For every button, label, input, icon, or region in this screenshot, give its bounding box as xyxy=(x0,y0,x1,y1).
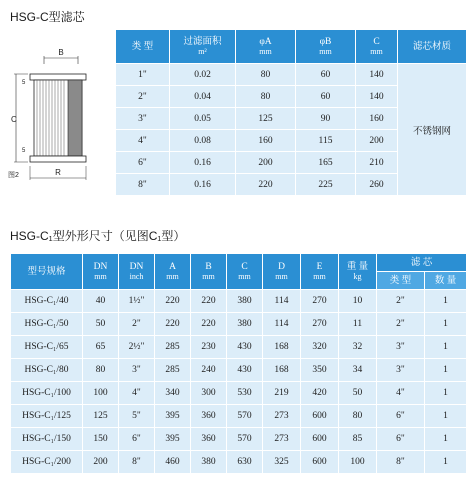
table-cell: 6" xyxy=(119,428,155,451)
table-cell: HSG-C₁/50 xyxy=(11,313,83,336)
table-cell: 3" xyxy=(377,336,425,359)
table-cell: 4" xyxy=(119,382,155,405)
table-cell: 100 xyxy=(83,382,119,405)
table-cell: 1 xyxy=(425,336,467,359)
table-cell: 430 xyxy=(227,359,263,382)
table-cell: 2" xyxy=(377,313,425,336)
table-cell: 50 xyxy=(339,382,377,405)
label-b: B xyxy=(58,48,64,57)
header-e: E mm xyxy=(301,254,339,290)
table-cell: 1 xyxy=(425,428,467,451)
table-cell: 4" xyxy=(377,382,425,405)
table-cell: 570 xyxy=(227,405,263,428)
table-cell: HSG-C₁/125 xyxy=(11,405,83,428)
table-cell: 5" xyxy=(119,405,155,428)
table-row xyxy=(11,290,467,313)
table-cell: HSG-C₁/40 xyxy=(11,290,83,313)
table-cell: 60 xyxy=(296,86,356,108)
table-cell: 570 xyxy=(227,428,263,451)
table-cell: 360 xyxy=(191,405,227,428)
table-cell: 8" xyxy=(116,174,170,196)
table-cell: 220 xyxy=(191,290,227,313)
table-cell: 6" xyxy=(377,405,425,428)
header-weight: 重 量 kg xyxy=(339,254,377,290)
dimensions-table xyxy=(10,253,467,474)
table-cell: 320 xyxy=(301,336,339,359)
table-cell: 1 xyxy=(425,405,467,428)
table-cell: 600 xyxy=(301,405,339,428)
table-cell: 40 xyxy=(83,290,119,313)
table-cell: 4" xyxy=(116,130,170,152)
header-diameter-a: φA mm xyxy=(236,30,296,64)
table-cell: 325 xyxy=(263,451,301,474)
table-cell: 0.05 xyxy=(170,108,236,130)
table-cell: 1 xyxy=(425,359,467,382)
table-cell: HSG-C₁/80 xyxy=(11,359,83,382)
table-row xyxy=(11,451,467,474)
table-cell: 2½" xyxy=(119,336,155,359)
header-filter-area: 过滤面积 m² xyxy=(170,30,236,64)
table-cell: 630 xyxy=(227,451,263,474)
table-cell: 1 xyxy=(425,451,467,474)
table-cell: 80 xyxy=(236,86,296,108)
table-cell: 125 xyxy=(83,405,119,428)
table-cell: 11 xyxy=(339,313,377,336)
table-row xyxy=(11,336,467,359)
table-cell: 1½" xyxy=(119,290,155,313)
table-cell: 430 xyxy=(227,336,263,359)
table-cell: 285 xyxy=(155,336,191,359)
table-cell: 65 xyxy=(83,336,119,359)
table-cell: 140 xyxy=(356,86,398,108)
table-cell: 0.04 xyxy=(170,86,236,108)
table-cell: HSG-C₁/200 xyxy=(11,451,83,474)
figure-caption: 图2 xyxy=(8,172,19,179)
table-cell: 420 xyxy=(301,382,339,405)
table-cell: 100 xyxy=(339,451,377,474)
table-cell: 395 xyxy=(155,428,191,451)
table-cell: 380 xyxy=(191,451,227,474)
table-cell: 380 xyxy=(227,290,263,313)
table-cell: 530 xyxy=(227,382,263,405)
filter-element-drawing xyxy=(8,34,118,186)
table-row xyxy=(11,382,467,405)
table-cell: 270 xyxy=(301,313,339,336)
table-cell: 273 xyxy=(263,428,301,451)
table-cell: 360 xyxy=(191,428,227,451)
table-cell: 395 xyxy=(155,405,191,428)
header-filter-qty: 数 量 xyxy=(425,272,467,290)
table-cell: 220 xyxy=(191,313,227,336)
table-cell: 340 xyxy=(155,382,191,405)
material-cell: 不锈钢网 xyxy=(398,64,467,196)
table-cell: 0.16 xyxy=(170,152,236,174)
label-r: R xyxy=(55,168,61,177)
table-cell: 168 xyxy=(263,359,301,382)
table-cell: 80 xyxy=(83,359,119,382)
table-cell: 300 xyxy=(191,382,227,405)
table-cell: 114 xyxy=(263,290,301,313)
table-header-row xyxy=(116,30,467,64)
table-cell: 1 xyxy=(425,290,467,313)
header-filter-element: 滤 芯 xyxy=(377,254,467,272)
table-cell: 210 xyxy=(356,152,398,174)
label-c: C xyxy=(11,115,17,124)
table-cell: 90 xyxy=(296,108,356,130)
table-cell: 8" xyxy=(377,451,425,474)
label-5-top: 5 xyxy=(22,80,26,86)
table-cell: 10 xyxy=(339,290,377,313)
table-cell: 6" xyxy=(377,428,425,451)
table-cell: 60 xyxy=(296,64,356,86)
table-cell: 150 xyxy=(83,428,119,451)
table-cell: 125 xyxy=(236,108,296,130)
table-cell: 8" xyxy=(119,451,155,474)
table-row xyxy=(11,428,467,451)
header-filter-type: 类 型 xyxy=(377,272,425,290)
table-cell: HSG-C₁/65 xyxy=(11,336,83,359)
table-row xyxy=(11,359,467,382)
header-dn-inch: DN inch xyxy=(119,254,155,290)
table-cell: 1" xyxy=(116,64,170,86)
label-5-bottom: 5 xyxy=(22,148,26,154)
table-cell: 34 xyxy=(339,359,377,382)
table-cell: 160 xyxy=(236,130,296,152)
table-cell: 2" xyxy=(377,290,425,313)
table-cell: 165 xyxy=(296,152,356,174)
table-cell: 3" xyxy=(119,359,155,382)
table-cell: 220 xyxy=(155,290,191,313)
table-header-row xyxy=(11,254,467,272)
table-row xyxy=(11,405,467,428)
section2-title: HSG-C₁型外形尺寸（见图C₁型） xyxy=(10,229,186,243)
table-cell: 80 xyxy=(339,405,377,428)
table-cell: 1 xyxy=(425,382,467,405)
table-cell: 50 xyxy=(83,313,119,336)
table-cell: 200 xyxy=(236,152,296,174)
table-cell: 230 xyxy=(191,336,227,359)
header-a: A mm xyxy=(155,254,191,290)
header-diameter-b: φB mm xyxy=(296,30,356,64)
table-cell: HSG-C₁/100 xyxy=(11,382,83,405)
table-cell: 600 xyxy=(301,428,339,451)
table-cell: 219 xyxy=(263,382,301,405)
header-dn-mm: DN mm xyxy=(83,254,119,290)
table-cell: 1 xyxy=(425,313,467,336)
table-cell: 380 xyxy=(227,313,263,336)
table-cell: 6" xyxy=(116,152,170,174)
header-c: C mm xyxy=(356,30,398,64)
table-cell: 225 xyxy=(296,174,356,196)
table-cell: 32 xyxy=(339,336,377,359)
table-cell: 115 xyxy=(296,130,356,152)
table-cell: 260 xyxy=(356,174,398,196)
section1-title: HSG-C型滤芯 xyxy=(10,10,85,24)
table-cell: 3" xyxy=(116,108,170,130)
header-model: 型号规格 xyxy=(11,254,83,290)
table-cell: 80 xyxy=(236,64,296,86)
table-cell: 220 xyxy=(155,313,191,336)
table-cell: 200 xyxy=(83,451,119,474)
header-material: 滤芯材质 xyxy=(398,30,467,64)
header-c: C mm xyxy=(227,254,263,290)
table-cell: 0.16 xyxy=(170,174,236,196)
table-cell: 460 xyxy=(155,451,191,474)
table-cell: 240 xyxy=(191,359,227,382)
header-type: 类 型 xyxy=(116,30,170,64)
table-cell: 168 xyxy=(263,336,301,359)
table-cell: 273 xyxy=(263,405,301,428)
table-row xyxy=(11,313,467,336)
table-cell: 220 xyxy=(236,174,296,196)
table-cell: 85 xyxy=(339,428,377,451)
header-d: D mm xyxy=(263,254,301,290)
table-cell: 600 xyxy=(301,451,339,474)
filter-element-table xyxy=(115,29,467,196)
table-cell: 350 xyxy=(301,359,339,382)
table-cell: 0.02 xyxy=(170,64,236,86)
table-cell: 2" xyxy=(116,86,170,108)
table-cell: 2" xyxy=(119,313,155,336)
header-b: B mm xyxy=(191,254,227,290)
table-cell: 114 xyxy=(263,313,301,336)
table-row xyxy=(116,64,467,86)
table-cell: 160 xyxy=(356,108,398,130)
table-cell: 140 xyxy=(356,64,398,86)
table-cell: 3" xyxy=(377,359,425,382)
table-cell: 0.08 xyxy=(170,130,236,152)
table-cell: 285 xyxy=(155,359,191,382)
table-cell: HSG-C₁/150 xyxy=(11,428,83,451)
table-cell: 200 xyxy=(356,130,398,152)
table-cell: 270 xyxy=(301,290,339,313)
